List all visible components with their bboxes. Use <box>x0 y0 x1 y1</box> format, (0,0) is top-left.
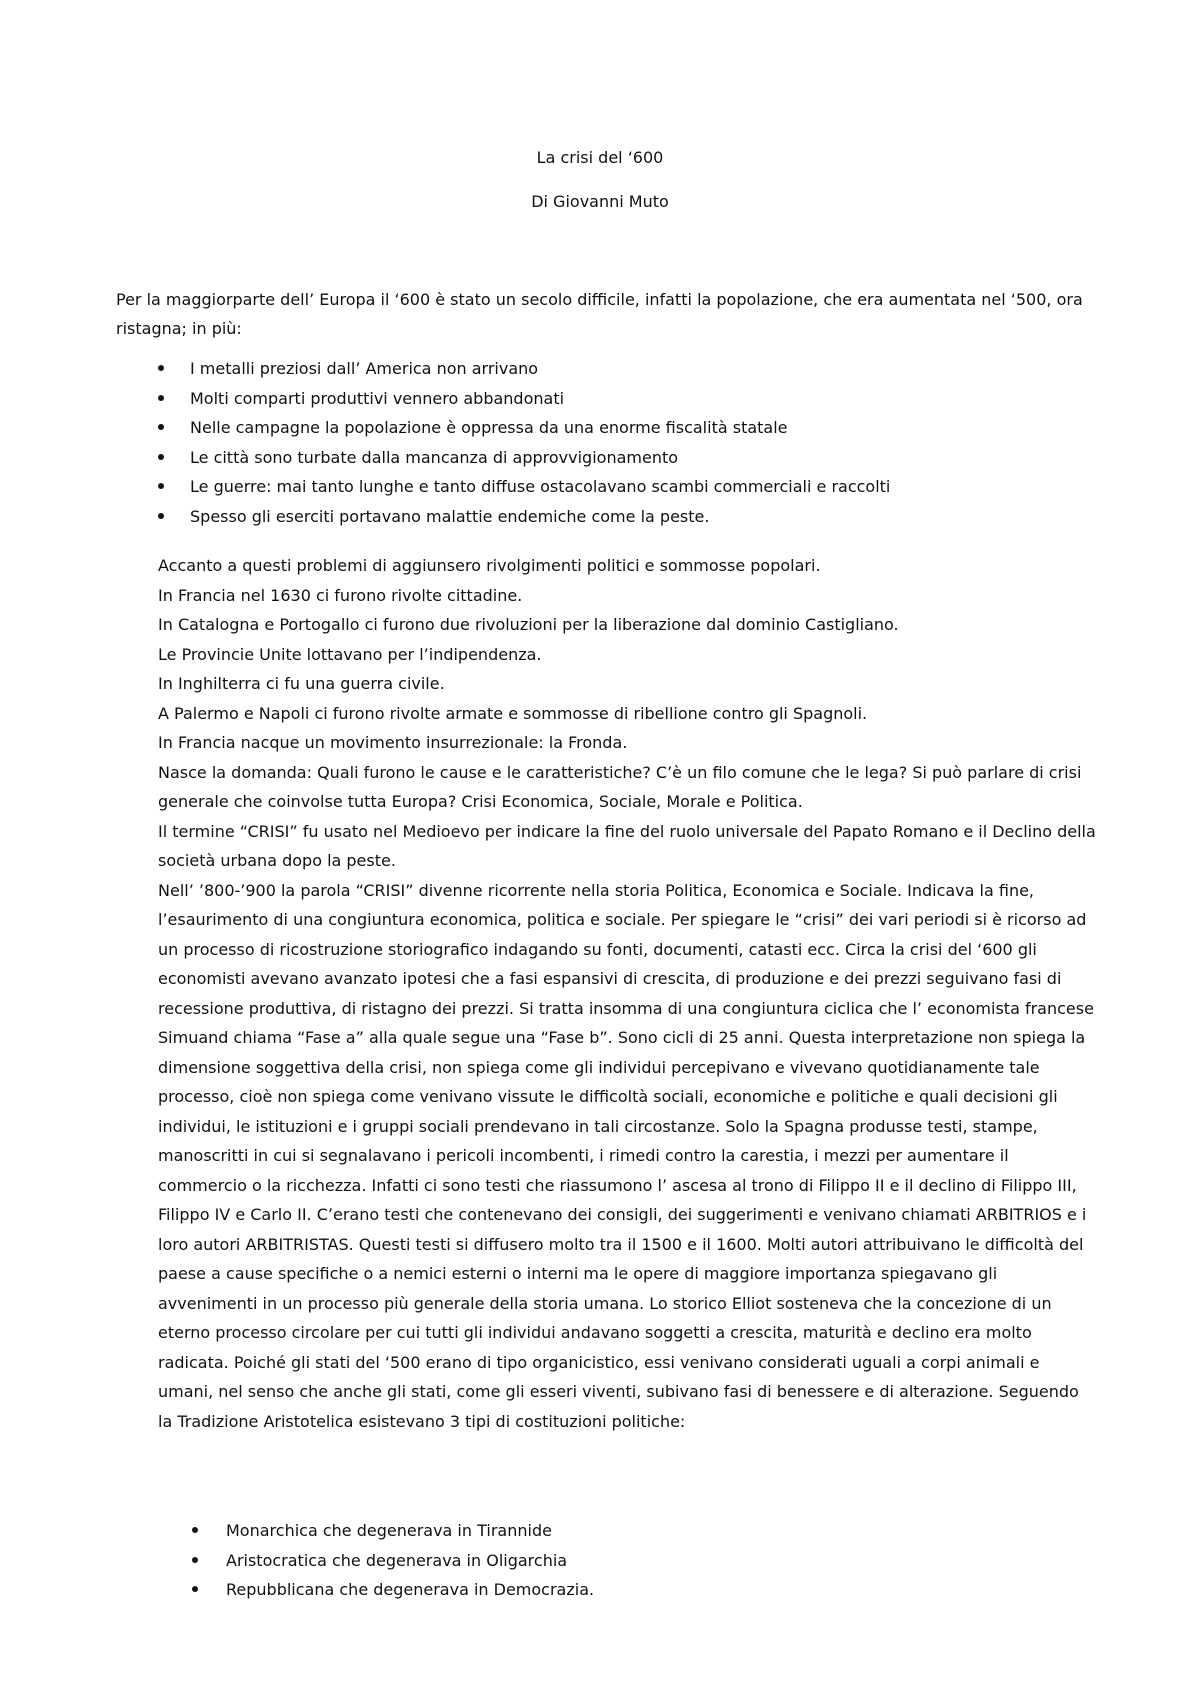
list-item: Aristocratica che degenerava in Oligarchia <box>192 1546 992 1576</box>
constitutions-list <box>192 1516 992 1605</box>
paragraph: In Francia nacque un movimento insurrezionale: la Fronda. <box>158 733 628 752</box>
document-author: Di Giovanni Muto <box>531 192 669 211</box>
paragraph: Accanto a questi problemi di aggiunsero rivolgimenti politici e sommosse popolari. <box>158 556 821 575</box>
paragraph: A Palermo e Napoli ci furono rivolte armate e sommosse di ribellione contro gli Spagnoli. <box>158 703 868 723</box>
problems-list <box>158 354 1058 531</box>
paragraph: Le Provincie Unite lottavano per l’indipendenza. <box>158 644 542 664</box>
list-item: Molti comparti produttivi vennero abbandonati <box>158 384 1058 414</box>
list-item: I metalli preziosi dall’ America non arrivano <box>158 354 1058 384</box>
list-item: Le guerre: mai tanto lunghe e tanto diffuse ostacolavano scambi commerciali e raccolti <box>158 472 1058 502</box>
paragraph: In Inghilterra ci fu una guerra civile. <box>158 674 445 693</box>
paragraph: In Francia nel 1630 ci furono rivolte cittadine. <box>158 585 523 605</box>
paragraph: Nell’ ’800-’900 la parola “CRISI” divenne ricorrente nella storia Politica, Economica e Sociale. Indicava la fine, l’esaurimento di una congiuntura economica, politica e sociale. Per spiegare le “crisi” dei vari periodi si è ricorso ad un processo di ricostruzione storiografico indagando su fonti, documenti, catasti ecc. Circa la crisi del ‘600 gli economisti avevano avanzato ipotesi che a fasi espansivi di crescita, di produzione e dei prezzi seguivano fasi di recessione produttiva, di ristagno dei prezzi. Si tratta insomma di una congiuntura ciclica che l’ economista francese Simuand chiama “Fase a” alla quale segue una “Fase b”. Sono cicli di 25 anni. Questa interpretazione non spiega la dimensione soggettiva della crisi, non spiega come gli individui percepivano e vivevano quotidianamente tale processo, cioè non spiega come venivano vissute le difficoltà sociali, economiche e politiche e quali decisioni gli individui, le istituzioni e i gruppi sociali prendevano in tali circostanze. Solo la Spagna produsse testi, stampe, manoscritti in cui si segnalavano i pericoli incombenti, i rimedi contro la carestia, i mezzi per aumentare il commercio o la ricchezza. Infatti ci sono testi che riassumono l’ ascesa al trono di Filippo II e il declino di Filippo III, Filippo IV e Carlo II. C’erano testi che contenevano dei consigli, dei suggerimenti e venivano chiamati ARBITRIOS e i loro autori ARBITRISTAS. Questi testi si diffusero molto tra il 1500 e il 1600. Molti autori attribuivano le difficoltà del paese a cause specifiche o a nemici esterni o interni ma le opere di maggiore importanza spiegavano gli avvenimenti in un processo più generale della storia umana. Lo storico Elliot sosteneva che la concezione di un eterno processo circolare per cui tutti gli individui andavano soggetti a crescita, maturità e declino era molto radicata. Poiché gli stati del ‘500 erano di tipo organicistico, essi venivano considerati uguali a corpi animali e umani, nel senso che anche gli stati, come gli esseri viventi, subivano fasi di benessere e di alterazione. Seguendo la Tradizione Aristotelica esistevano 3 tipi di costituzioni politiche: <box>158 880 1094 1431</box>
list-item: Le città sono turbate dalla mancanza di approvvigionamento <box>158 443 1058 473</box>
intro-paragraph: Per la maggiorparte dell’ Europa il ‘600 è stato un secolo difficile, infatti la popolazione, che era aumentata nel ‘500, ora ristagna; in più: <box>116 290 1083 338</box>
document-title: La crisi del ‘600 <box>536 148 664 167</box>
body-text <box>158 551 1098 1436</box>
paragraph: Nasce la domanda: Quali furono le cause e le caratteristiche? C’è un filo comune che le lega? Si può parlare di crisi generale che coinvolse tutta Europa? Crisi Economica, Sociale, Morale e Politica. <box>158 762 1082 811</box>
list-item: Monarchica che degenerava in Tirannide <box>192 1516 992 1546</box>
list-item: Spesso gli eserciti portavano malattie endemiche come la peste. <box>158 502 1058 532</box>
list-item: Nelle campagne la popolazione è oppressa da una enorme fiscalità statale <box>158 413 1058 443</box>
list-item: Repubblicana che degenerava in Democrazia. <box>192 1575 992 1605</box>
paragraph: In Catalogna e Portogallo ci furono due rivoluzioni per la liberazione dal dominio Castigliano. <box>158 615 899 634</box>
paragraph: Il termine “CRISI” fu usato nel Medioevo per indicare la fine del ruolo universale del Papato Romano e il Declino della società urbana dopo la peste. <box>158 821 1096 870</box>
